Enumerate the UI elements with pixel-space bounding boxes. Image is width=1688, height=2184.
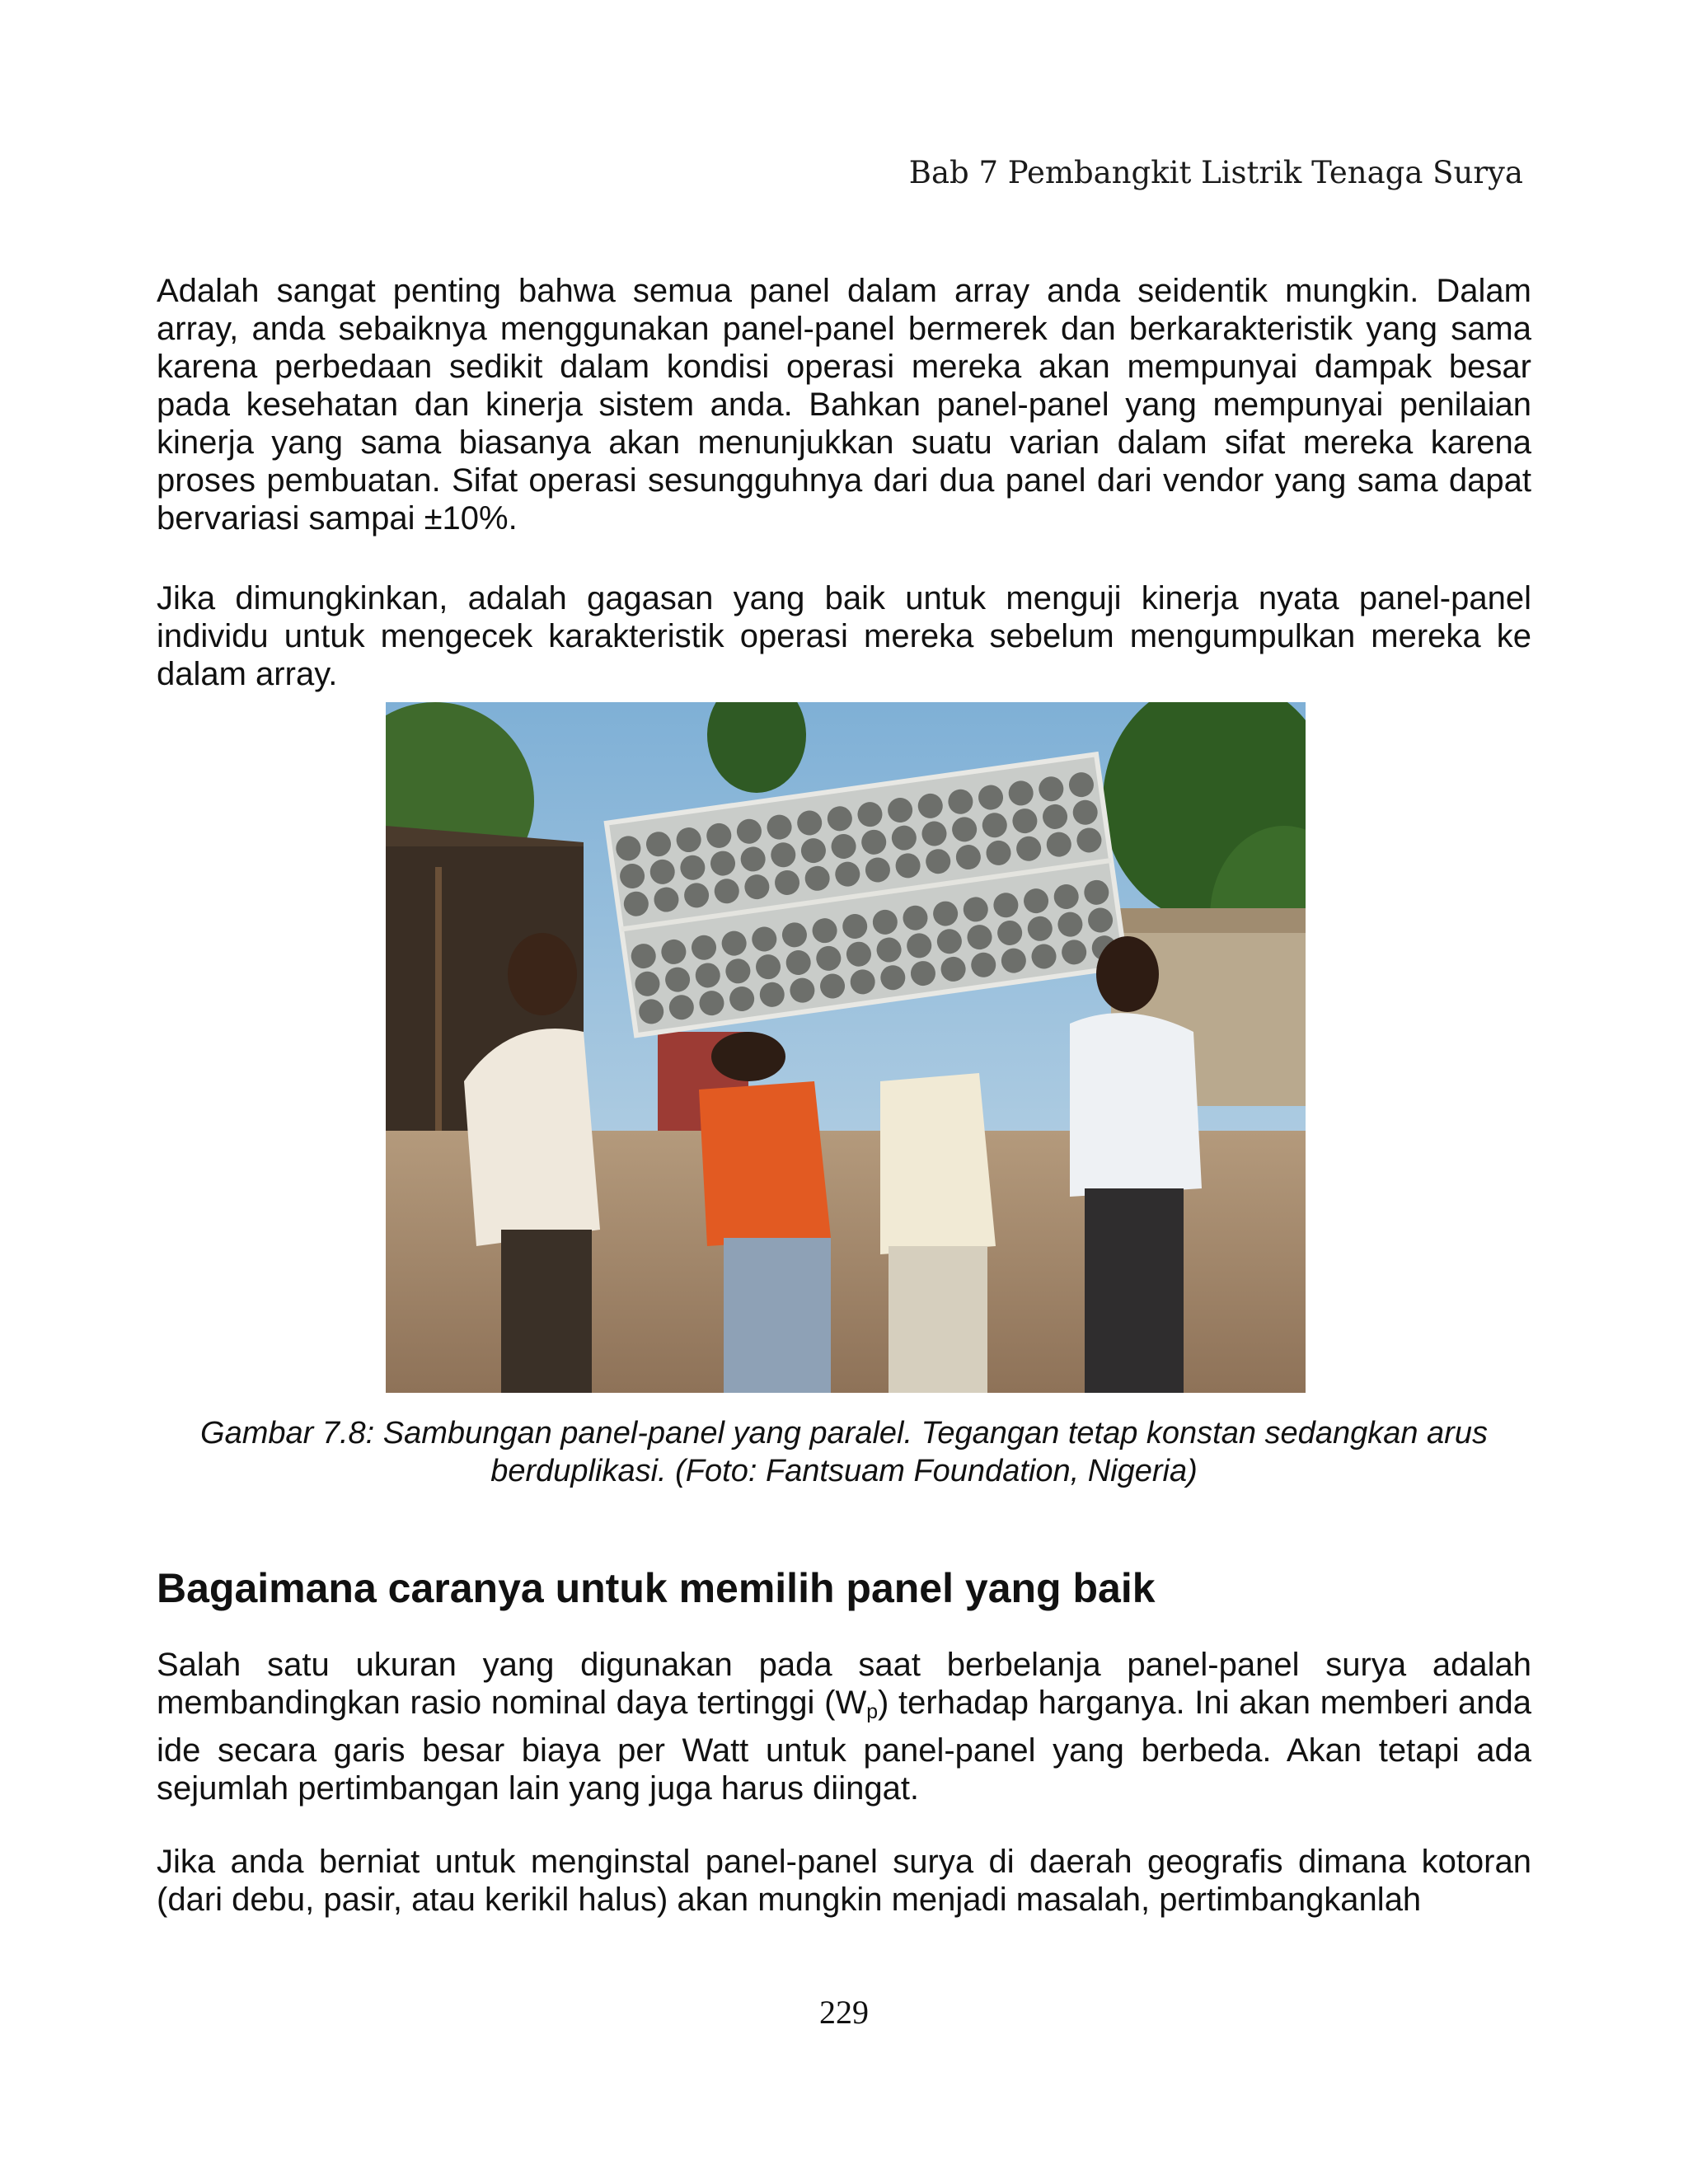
paragraph-text: Salah satu ukuran yang digunakan pada saat berbelanja panel-panel surya adalah membandingkan rasio nominal daya tertinggi (W [157, 1647, 1531, 1721]
paragraph: Jika anda berniat untuk menginstal panel-panel surya di daerah geografis dimana kotoran (dari debu, pasir, atau kerikil halus) akan mungkin menjadi masalah, pertimbangkanlah [157, 1844, 1531, 1918]
section-heading: Bagaimana caranya untuk memilih panel yang baik [157, 1565, 1156, 1611]
caption-line: berduplikasi. (Foto: Fantsuam Foundation, Nigeria) [490, 1454, 1198, 1488]
caption-line: Gambar 7.8: Sambungan panel-panel yang paralel. Tegangan tetap konstan sedangkan arus [200, 1416, 1488, 1451]
paragraph-text: ) terhadap harganya. Ini akan memberi anda ide secara garis besar biaya per Watt untuk panel-panel yang berbeda. Akan tetapi ada sejumlah pertimbangan lain yang juga harus diingat. [157, 1685, 1532, 1807]
paragraph: Jika dimungkinkan, adalah gagasan yang baik untuk menguji kinerja nyata panel-panel individu untuk mengecek karakteristik operasi mereka sebelum mengumpulkan mereka ke dalam array. [157, 580, 1531, 692]
solar-panel-photo-illustration [386, 702, 1306, 1393]
page-number: 229 [819, 1994, 869, 2031]
subscript: p [866, 1701, 879, 1724]
figure-photo-solar-panels [386, 702, 1306, 1393]
figure-caption [157, 1414, 1531, 1490]
running-header: Bab 7 Pembangkit Listrik Tenaga Surya [908, 155, 1523, 190]
paragraph [157, 1646, 1531, 1807]
paragraph: Adalah sangat penting bahwa semua panel dalam array anda seidentik mungkin. Dalam array, anda sebaiknya menggunakan panel-panel bermerek dan berkarakteristik yang sama karena perbedaan sedikit dalam kondisi operasi mereka akan mempunyai dampak besar pada kesehatan dan kinerja sistem anda. Bahkan panel-panel yang mempunyai penilaian kinerja yang sama biasanya akan menunjukkan suatu varian dalam sifat mereka karena proses pembuatan. Sifat operasi sesungguhnya dari dua panel dari vendor yang sama dapat bervariasi sampai ±10%. [157, 273, 1531, 537]
